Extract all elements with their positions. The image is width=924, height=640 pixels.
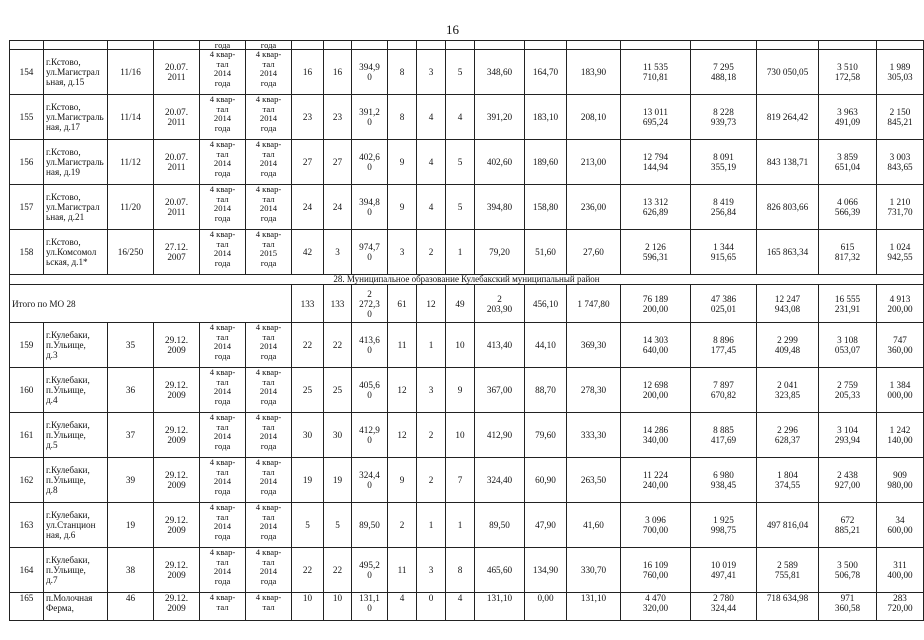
table-cell: 27.12. 2007 <box>154 230 200 275</box>
table-cell: 11/16 <box>108 50 154 95</box>
table-cell: 4 <box>417 185 446 230</box>
table-cell: 24 <box>324 185 352 230</box>
table-cell: 615 817,32 <box>819 230 877 275</box>
table-cell: 10 <box>292 593 324 621</box>
row-number: 162 <box>10 458 44 503</box>
table-cell: 47 386 025,01 <box>691 285 757 323</box>
table-cell: 3 096 700,00 <box>621 503 691 548</box>
address-cell: г.Кстово, ул.Магистраль ная, д.19 <box>44 140 108 185</box>
table-cell: 35 <box>108 323 154 368</box>
table-cell: 4 квар- тал 2014 года <box>200 503 246 548</box>
table-cell: 369,30 <box>567 323 621 368</box>
row-number: 157 <box>10 185 44 230</box>
table-cell: 283 720,00 <box>877 593 924 621</box>
table-cell: 402,6 0 <box>352 140 388 185</box>
table-cell: 819 264,42 <box>757 95 819 140</box>
table-cell <box>691 41 757 50</box>
table-cell: 22 <box>292 323 324 368</box>
table-cell: 134,90 <box>525 548 567 593</box>
address-cell: п.Молочная Ферма, <box>44 593 108 621</box>
section-title: 28. Муниципальное образование Кулебакский муниципальный район <box>10 275 924 285</box>
table-cell: 38 <box>108 548 154 593</box>
table-cell: 7 897 670,82 <box>691 368 757 413</box>
row-number: 164 <box>10 548 44 593</box>
table-cell: 11 <box>388 548 417 593</box>
table-row <box>10 593 924 621</box>
table-cell: 8 091 355,19 <box>691 140 757 185</box>
table-cell: 20.07. 2011 <box>154 50 200 95</box>
table-cell: 3 003 843,65 <box>877 140 924 185</box>
table-cell: 10 <box>324 593 352 621</box>
table-cell: 8 419 256,84 <box>691 185 757 230</box>
table-cell <box>44 41 108 50</box>
table-cell: 3 859 651,04 <box>819 140 877 185</box>
table-cell: 29.12. 2009 <box>154 323 200 368</box>
address-cell: г.Кулебаки, п.Ульище, д.7 <box>44 548 108 593</box>
table-cell: 4 квар- тал 2014 года <box>200 368 246 413</box>
table-cell <box>877 41 924 50</box>
table-cell: 8 <box>388 50 417 95</box>
table-cell: 29.12. 2009 <box>154 458 200 503</box>
table-cell: 2 589 755,81 <box>757 548 819 593</box>
table-cell: 11 224 240,00 <box>621 458 691 503</box>
table-cell: 1 384 000,00 <box>877 368 924 413</box>
table-cell <box>475 41 525 50</box>
table-cell: 5 <box>446 140 475 185</box>
table-cell: 402,60 <box>475 140 525 185</box>
table-cell: 25 <box>324 368 352 413</box>
table-cell: 5 <box>324 503 352 548</box>
table-cell: 16 <box>324 50 352 95</box>
table-cell: 11/14 <box>108 95 154 140</box>
table-cell: 2 203,90 <box>475 285 525 323</box>
table-cell: 9 <box>388 140 417 185</box>
table-cell: 8 228 939,73 <box>691 95 757 140</box>
table-cell <box>388 41 417 50</box>
table-cell <box>108 41 154 50</box>
table-cell: 13 011 695,24 <box>621 95 691 140</box>
table-cell: 311 400,00 <box>877 548 924 593</box>
table-cell: 189,60 <box>525 140 567 185</box>
table-cell: 51,60 <box>525 230 567 275</box>
table-cell: 4 квар- тал 2014 года <box>246 458 292 503</box>
table-cell: 22 <box>324 548 352 593</box>
table-cell: 16 <box>292 50 324 95</box>
table-cell: 4 квар- тал 2014 года <box>200 185 246 230</box>
table-cell: 4 квар- тал 2014 года <box>200 323 246 368</box>
table-cell: 131,10 <box>475 593 525 621</box>
table-cell: 164,70 <box>525 50 567 95</box>
table-cell: 24 <box>292 185 324 230</box>
table-cell: 394,8 0 <box>352 185 388 230</box>
table-cell: 9 <box>388 458 417 503</box>
table-cell: 25 <box>292 368 324 413</box>
table-cell: 4 квар- тал 2014 года <box>200 413 246 458</box>
table-cell: 4 <box>446 593 475 621</box>
table-cell: 971 360,58 <box>819 593 877 621</box>
table-cell: 19 <box>292 458 324 503</box>
table-cell <box>352 41 388 50</box>
section-header-row <box>10 275 924 285</box>
table-cell: 76 189 200,00 <box>621 285 691 323</box>
table-cell: 4 066 566,39 <box>819 185 877 230</box>
table-cell: 165 863,34 <box>757 230 819 275</box>
table-cell: 4 квар- тал 2014 года <box>246 323 292 368</box>
table-cell: 2 <box>417 458 446 503</box>
table-cell: 5 <box>446 50 475 95</box>
address-cell: г.Кулебаки, п.Ульище, д.3 <box>44 323 108 368</box>
table-cell <box>567 41 621 50</box>
table-cell: 3 <box>324 230 352 275</box>
table-cell: 278,30 <box>567 368 621 413</box>
row-number: 159 <box>10 323 44 368</box>
table-cell: 88,70 <box>525 368 567 413</box>
table-cell: 843 138,71 <box>757 140 819 185</box>
table-cell: 1 989 305,03 <box>877 50 924 95</box>
table-cell: 2 299 409,48 <box>757 323 819 368</box>
table-cell: 405,6 0 <box>352 368 388 413</box>
table-cell: 34 600,00 <box>877 503 924 548</box>
table-cell: 4 квар- тал 2014 года <box>200 548 246 593</box>
table-cell: 1 <box>446 503 475 548</box>
row-number: 154 <box>10 50 44 95</box>
row-number: 160 <box>10 368 44 413</box>
table-cell: 133 <box>324 285 352 323</box>
table-cell: 4 квар- тал 2014 года <box>246 50 292 95</box>
table-cell: 747 360,00 <box>877 323 924 368</box>
table-cell: 44,10 <box>525 323 567 368</box>
table-cell: 89,50 <box>475 503 525 548</box>
table-row <box>10 50 924 95</box>
table-cell: 1 024 942,55 <box>877 230 924 275</box>
table-cell: 2 780 324,44 <box>691 593 757 621</box>
table-cell: 465,60 <box>475 548 525 593</box>
table-cell: 4 <box>417 95 446 140</box>
address-cell: г.Кстово, ул.Магистраль ная, д.17 <box>44 95 108 140</box>
table-cell: 4 квар- тал <box>200 593 246 621</box>
table-cell: 4 913 200,00 <box>877 285 924 323</box>
table-cell: 0,00 <box>525 593 567 621</box>
table-cell: 131,1 0 <box>352 593 388 621</box>
address-cell: г.Кулебаки, п.Ульище, д.4 <box>44 368 108 413</box>
table-cell: 826 803,66 <box>757 185 819 230</box>
table-cell: 5 <box>446 185 475 230</box>
table-cell: 4 квар- тал 2014 года <box>246 95 292 140</box>
row-number: 158 <box>10 230 44 275</box>
table-cell: 158,80 <box>525 185 567 230</box>
table-cell: 10 019 497,41 <box>691 548 757 593</box>
table-cell: 324,4 0 <box>352 458 388 503</box>
table-cell: 49 <box>446 285 475 323</box>
table-cell: 12 <box>388 413 417 458</box>
table-cell: 4 квар- тал 2014 года <box>246 140 292 185</box>
address-cell: г.Кулебаки, п.Ульище, д.5 <box>44 413 108 458</box>
table-cell <box>324 41 352 50</box>
table-cell: 3 <box>417 368 446 413</box>
table-cell: 4 квар- тал 2014 года <box>246 185 292 230</box>
housing-program-table <box>9 40 924 621</box>
table-cell: 3 <box>417 50 446 95</box>
table-cell: 3 500 506,78 <box>819 548 877 593</box>
table-cell: 412,9 0 <box>352 413 388 458</box>
table-cell: 413,40 <box>475 323 525 368</box>
table-cell: 2 150 845,21 <box>877 95 924 140</box>
table-cell: 12 <box>417 285 446 323</box>
table-cell: 7 295 488,18 <box>691 50 757 95</box>
table-cell: 1 925 998,75 <box>691 503 757 548</box>
table-cell: 4 квар- тал <box>246 593 292 621</box>
table-row <box>10 230 924 275</box>
table-cell: 29.12. 2009 <box>154 548 200 593</box>
table-cell: 10 <box>446 413 475 458</box>
address-cell: г.Кстово, ул.Комсомол ьская, д.1* <box>44 230 108 275</box>
table-cell: 4 квар- тал 2014 года <box>246 413 292 458</box>
table-cell: 213,00 <box>567 140 621 185</box>
table-cell: 30 <box>292 413 324 458</box>
table-row <box>10 503 924 548</box>
table-cell: 11 <box>388 323 417 368</box>
table-cell: 1 <box>417 323 446 368</box>
table-cell: 2 296 628,37 <box>757 413 819 458</box>
table-cell: 13 312 626,89 <box>621 185 691 230</box>
table-cell: 30 <box>324 413 352 458</box>
table-cell: 11/12 <box>108 140 154 185</box>
table-cell: 1 242 140,00 <box>877 413 924 458</box>
table-cell: 2 <box>417 230 446 275</box>
table-cell: 14 303 640,00 <box>621 323 691 368</box>
table-cell: 61 <box>388 285 417 323</box>
table-row <box>10 548 924 593</box>
table-cell: 79,60 <box>525 413 567 458</box>
table-cell: 11/20 <box>108 185 154 230</box>
table-cell: 497 816,04 <box>757 503 819 548</box>
table-cell: 1 747,80 <box>567 285 621 323</box>
table-cell: 263,50 <box>567 458 621 503</box>
table-cell: 391,20 <box>475 95 525 140</box>
address-cell: г.Кулебаки, ул.Станцион ная, д.6 <box>44 503 108 548</box>
table-cell: 89,50 <box>352 503 388 548</box>
table-cell: 8 <box>388 95 417 140</box>
table-cell: 4 квар- тал 2014 года <box>246 368 292 413</box>
table-cell: года <box>200 41 246 50</box>
table-cell: 16 109 760,00 <box>621 548 691 593</box>
table-cell: 12 <box>388 368 417 413</box>
table-cell: 27 <box>292 140 324 185</box>
table-cell: 4 квар- тал 2014 года <box>246 548 292 593</box>
table-cell: 2 759 205,33 <box>819 368 877 413</box>
table-cell: 391,2 0 <box>352 95 388 140</box>
table-row <box>10 41 924 50</box>
table-cell: 909 980,00 <box>877 458 924 503</box>
table-cell: 1 210 731,70 <box>877 185 924 230</box>
table-cell: 60,90 <box>525 458 567 503</box>
table-cell: 330,70 <box>567 548 621 593</box>
table-cell: 3 108 053,07 <box>819 323 877 368</box>
table-cell: 718 634,98 <box>757 593 819 621</box>
table-cell: 37 <box>108 413 154 458</box>
table-cell: 22 <box>324 323 352 368</box>
table-cell: 348,60 <box>475 50 525 95</box>
table-cell: 19 <box>324 458 352 503</box>
total-row <box>10 285 924 323</box>
table-cell: 12 794 144,94 <box>621 140 691 185</box>
table-cell: 36 <box>108 368 154 413</box>
table-cell <box>525 41 567 50</box>
table-cell: 4 квар- тал 2014 года <box>200 458 246 503</box>
table-row <box>10 368 924 413</box>
table-cell <box>819 41 877 50</box>
table-cell: 14 286 340,00 <box>621 413 691 458</box>
total-label: Итого по МО 28 <box>10 285 292 323</box>
table-cell: 10 <box>446 323 475 368</box>
table-cell: 1 <box>446 230 475 275</box>
table-cell: 8 <box>446 548 475 593</box>
table-cell: 2 041 323,85 <box>757 368 819 413</box>
table-cell: 9 <box>446 368 475 413</box>
table-cell: 495,2 0 <box>352 548 388 593</box>
table-row <box>10 140 924 185</box>
page-number: 16 <box>446 22 459 37</box>
table-cell: 236,00 <box>567 185 621 230</box>
table-cell: 11 535 710,81 <box>621 50 691 95</box>
table-cell: 413,6 0 <box>352 323 388 368</box>
table-row <box>10 95 924 140</box>
address-cell: г.Кулебаки, п.Ульище, д.8 <box>44 458 108 503</box>
table-cell: 16 555 231,91 <box>819 285 877 323</box>
table-cell: 20.07. 2011 <box>154 140 200 185</box>
table-cell <box>292 41 324 50</box>
table-cell: 2 126 596,31 <box>621 230 691 275</box>
table-cell: 3 510 172,58 <box>819 50 877 95</box>
table-cell: 3 963 491,09 <box>819 95 877 140</box>
table-cell: 16/250 <box>108 230 154 275</box>
table-cell <box>154 41 200 50</box>
table-cell <box>621 41 691 50</box>
table-cell: 4 470 320,00 <box>621 593 691 621</box>
table-cell: 23 <box>324 95 352 140</box>
address-cell: г.Кстово, ул.Магистрал ьная, д.21 <box>44 185 108 230</box>
table-cell: 22 <box>292 548 324 593</box>
table-cell: 2 <box>388 503 417 548</box>
table-cell: 8 885 417,69 <box>691 413 757 458</box>
table-cell: 456,10 <box>525 285 567 323</box>
table-cell: 29.12. 2009 <box>154 413 200 458</box>
table-cell <box>446 41 475 50</box>
table-cell: 2 438 927,00 <box>819 458 877 503</box>
table-cell: 8 896 177,45 <box>691 323 757 368</box>
row-number: 163 <box>10 503 44 548</box>
table-row <box>10 413 924 458</box>
table-cell: 394,9 0 <box>352 50 388 95</box>
table-cell: 6 980 938,45 <box>691 458 757 503</box>
table-cell: 3 <box>417 548 446 593</box>
table-cell: 19 <box>108 503 154 548</box>
table-cell: 29.12. 2009 <box>154 593 200 621</box>
table-cell: 5 <box>292 503 324 548</box>
table-cell: 23 <box>292 95 324 140</box>
table-cell: 79,20 <box>475 230 525 275</box>
table-cell: 4 квар- тал 2014 года <box>246 503 292 548</box>
table-cell: 20.07. 2011 <box>154 185 200 230</box>
table-cell: 4 <box>417 140 446 185</box>
table-cell: 730 050,05 <box>757 50 819 95</box>
table-cell: 394,80 <box>475 185 525 230</box>
table-cell: 3 104 293,94 <box>819 413 877 458</box>
table-cell: 41,60 <box>567 503 621 548</box>
table-cell: 9 <box>388 185 417 230</box>
table-cell: 46 <box>108 593 154 621</box>
table-cell: года <box>246 41 292 50</box>
row-number: 155 <box>10 95 44 140</box>
table-cell: 0 <box>417 593 446 621</box>
table-cell: 4 квар- тал 2014 года <box>200 95 246 140</box>
table-cell: 2 <box>417 413 446 458</box>
table-cell: 42 <box>292 230 324 275</box>
table-cell: 4 квар- тал 2015 года <box>246 230 292 275</box>
table-cell: 333,30 <box>567 413 621 458</box>
table-cell: 412,90 <box>475 413 525 458</box>
table-cell: 4 квар- тал 2014 года <box>200 140 246 185</box>
table-cell: 27,60 <box>567 230 621 275</box>
table-cell: 133 <box>292 285 324 323</box>
table-cell: 131,10 <box>567 593 621 621</box>
table-cell <box>417 41 446 50</box>
table-cell <box>10 41 44 50</box>
table-cell: 1 804 374,55 <box>757 458 819 503</box>
table-cell: 20.07. 2011 <box>154 95 200 140</box>
table-row <box>10 185 924 230</box>
table-cell <box>757 41 819 50</box>
row-number: 161 <box>10 413 44 458</box>
table-cell: 4 <box>388 593 417 621</box>
table-cell: 7 <box>446 458 475 503</box>
table-cell: 2 272,3 0 <box>352 285 388 323</box>
row-number: 165 <box>10 593 44 621</box>
table-cell: 208,10 <box>567 95 621 140</box>
table-cell: 183,10 <box>525 95 567 140</box>
table-cell: 29.12. 2009 <box>154 368 200 413</box>
table-cell: 4 квар- тал 2014 года <box>200 230 246 275</box>
address-cell: г.Кстово, ул.Магистрал ьная, д.15 <box>44 50 108 95</box>
table-cell: 183,90 <box>567 50 621 95</box>
table-row <box>10 458 924 503</box>
table-cell: 1 344 915,65 <box>691 230 757 275</box>
table-cell: 367,00 <box>475 368 525 413</box>
table-cell: 324,40 <box>475 458 525 503</box>
table-cell: 4 квар- тал 2014 года <box>200 50 246 95</box>
table-cell: 12 247 943,08 <box>757 285 819 323</box>
table-cell: 3 <box>388 230 417 275</box>
table-cell: 29.12. 2009 <box>154 503 200 548</box>
row-number: 156 <box>10 140 44 185</box>
table-row <box>10 323 924 368</box>
table-cell: 47,90 <box>525 503 567 548</box>
table-cell: 12 698 200,00 <box>621 368 691 413</box>
table-cell: 4 <box>446 95 475 140</box>
table-cell: 672 885,21 <box>819 503 877 548</box>
table-cell: 27 <box>324 140 352 185</box>
table-cell: 1 <box>417 503 446 548</box>
table-cell: 974,7 0 <box>352 230 388 275</box>
table-cell: 39 <box>108 458 154 503</box>
